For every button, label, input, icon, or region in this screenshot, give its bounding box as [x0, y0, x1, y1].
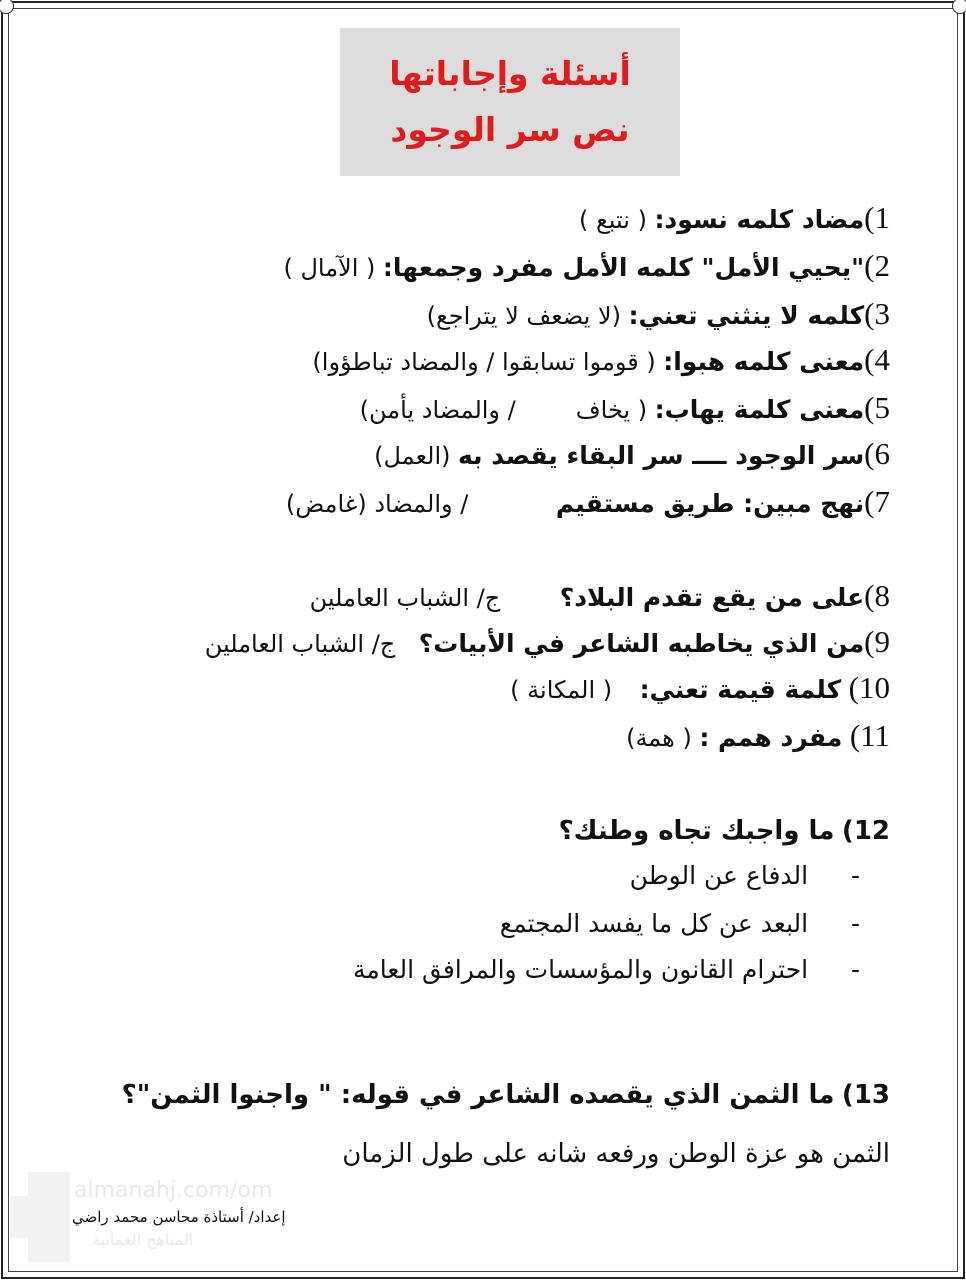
- question-text: ما الثمن الذي يقصده الشاعر في قوله: " واجنوا الثمن"؟: [121, 1080, 835, 1110]
- watermark-site: almanahj.com/om: [74, 1178, 273, 1203]
- question-text: سر الوجود ــــ سر البقاء يقصد به: [458, 441, 865, 470]
- author-credit: إعداد/ أستاذة محاسن محمد راضي: [72, 1208, 286, 1226]
- question-2: [283, 246, 890, 288]
- answer-text: ( يخاف: [575, 396, 648, 424]
- bullet-dash: -: [850, 861, 860, 890]
- question-number: 7): [864, 484, 890, 519]
- answer-13: الثمن هو عزة الوطن ورفعه شانه على طول الزمان: [342, 1139, 890, 1169]
- question-6: [374, 434, 890, 476]
- title-line-2: نص سر الوجود: [390, 110, 630, 149]
- bullet-text: البعد عن كل ما يفسد المجتمع: [499, 909, 809, 938]
- question-number: 9): [864, 624, 890, 659]
- question-text: معنى كلمه هبوا:: [663, 347, 865, 376]
- watermark-brand: المناهج العمانية: [92, 1230, 194, 1249]
- question-text: كلمة قيمة تعني:: [639, 675, 842, 704]
- question-number: 2): [864, 248, 890, 283]
- question-number: 8): [864, 578, 890, 613]
- answer-text: ( المكانة ): [510, 676, 613, 704]
- question-number: 12): [841, 816, 890, 846]
- answer-text-opposite: / والمضاد يأمن): [359, 396, 516, 424]
- question-number: 5): [864, 390, 890, 425]
- question-number: 6): [864, 436, 890, 471]
- list-item: [630, 856, 860, 896]
- answer-text: (لا يضعف لا يتراجع): [426, 302, 621, 330]
- question-text: على من يقع تقدم البلاد؟: [559, 583, 865, 612]
- watermark-logo: [10, 1196, 50, 1238]
- question-11: [626, 716, 890, 758]
- question-4: [312, 340, 890, 382]
- question-text: مضاد كلمه نسود:: [654, 205, 865, 234]
- bullet-text: احترام القانون والمؤسسات والمرافق العامة: [353, 955, 809, 984]
- question-number: 1): [864, 200, 890, 235]
- bullet-text: الدفاع عن الوطن: [629, 861, 809, 890]
- bullet-dash: -: [850, 955, 860, 984]
- question-text: مفرد همم :: [699, 723, 843, 752]
- answer-text: (العمل): [374, 442, 451, 470]
- question-13: [122, 1074, 890, 1115]
- corner-ornament: [952, 0, 966, 14]
- question-number: 10): [848, 670, 890, 705]
- question-text: كلمه لا ينثني تعني:: [628, 301, 865, 330]
- title-box: [340, 28, 680, 176]
- question-10: [510, 668, 890, 710]
- question-9: [205, 622, 890, 664]
- question-text: معنى كلمة يهاب:: [654, 395, 865, 424]
- answer-text: ( قوموا تسابقوا / والمضاد تباطؤوا): [312, 348, 656, 376]
- question-5: [360, 388, 890, 430]
- title-line-1: أسئلة وإجاباتها: [389, 54, 631, 94]
- bullet-dash: -: [850, 909, 860, 938]
- question-text: نهج مبين: طريق مستقيم: [555, 489, 865, 518]
- question-text: ما واجبك تجاه وطنك؟: [558, 816, 835, 846]
- question-7: [286, 482, 890, 524]
- answer-text: ( نتبع ): [579, 206, 647, 234]
- question-text: من الذي يخاطبه الشاعر في الأبيات؟: [418, 629, 865, 658]
- question-1: [579, 198, 890, 240]
- question-8: [310, 576, 890, 618]
- list-item: [500, 904, 860, 944]
- question-3: [427, 294, 890, 336]
- answer-text: ( الآمال ): [283, 254, 376, 282]
- question-number: 3): [864, 296, 890, 331]
- answer-text: ( همة): [626, 724, 692, 752]
- answer-text: ج/ الشباب العاملين: [309, 584, 501, 612]
- question-number: 11): [849, 718, 890, 753]
- question-number: 13): [841, 1080, 890, 1110]
- answer-text: ج/ الشباب العاملين: [204, 630, 396, 658]
- question-12: [559, 810, 890, 851]
- question-text: "يحيي الأمل" كلمه الأمل مفرد وجمعها:: [382, 253, 865, 282]
- question-number: 4): [864, 342, 890, 377]
- list-item: [353, 950, 860, 990]
- answer-text: / والمضاد (غامض): [285, 490, 469, 518]
